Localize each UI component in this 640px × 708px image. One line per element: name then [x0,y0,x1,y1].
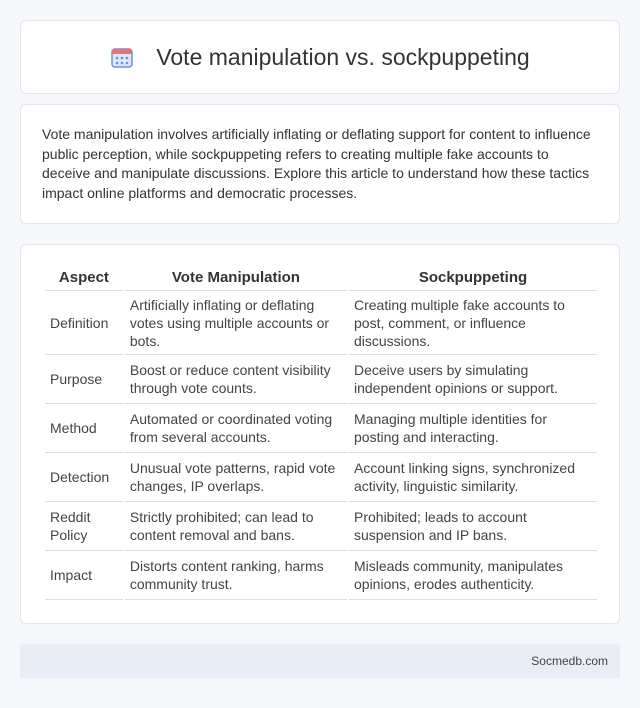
table-row [45,453,597,502]
footer-site-link[interactable]: Socmedb.com [531,654,608,668]
row-vote-manipulation: Unusual vote patterns, rapid vote changes, IP overlaps. [125,453,347,502]
header-sockpuppeting: Sockpuppeting [349,263,597,291]
table-row [45,291,597,355]
row-vote-manipulation: Automated or coordinated voting from several accounts. [125,404,347,453]
table-row [45,551,597,600]
page-title: Vote manipulation vs. sockpuppeting [156,43,530,70]
row-aspect: Purpose [45,355,123,404]
row-aspect: Reddit Policy [45,502,123,551]
table-row [45,502,597,551]
comparison-card [20,244,620,624]
intro-paragraph: Vote manipulation involves artificially inflating or deflating support for content to influence public perception, while sockpuppeting refers to creating multiple fake accounts to deceive and manipulate discussions. Explore this article to understand how these tactics impact online platforms and democratic processes. [42,126,591,201]
row-vote-manipulation: Artificially inflating or deflating votes using multiple accounts or bots. [125,291,347,355]
title-card [20,20,620,94]
row-vote-manipulation: Boost or reduce content visibility through vote counts. [125,355,347,404]
table-row [45,404,597,453]
row-sockpuppeting: Deceive users by simulating independent opinions or support. [349,355,597,404]
row-sockpuppeting: Creating multiple fake accounts to post, comment, or influence discussions. [349,291,597,355]
calendar-icon [110,45,134,69]
row-sockpuppeting: Account linking signs, synchronized activity, linguistic similarity. [349,453,597,502]
row-vote-manipulation: Distorts content ranking, harms community trust. [125,551,347,600]
row-aspect: Definition [45,291,123,355]
table-header-row [45,263,597,291]
row-sockpuppeting: Prohibited; leads to account suspension and IP bans. [349,502,597,551]
footer [20,644,620,678]
intro-card [20,104,620,224]
comparison-table [43,263,599,600]
row-aspect: Method [45,404,123,453]
row-vote-manipulation: Strictly prohibited; can lead to content removal and bans. [125,502,347,551]
row-sockpuppeting: Managing multiple identities for posting and interacting. [349,404,597,453]
row-sockpuppeting: Misleads community, manipulates opinions, erodes authenticity. [349,551,597,600]
header-aspect: Aspect [45,263,123,291]
row-aspect: Detection [45,453,123,502]
row-aspect: Impact [45,551,123,600]
table-row [45,355,597,404]
header-vote-manipulation: Vote Manipulation [125,263,347,291]
